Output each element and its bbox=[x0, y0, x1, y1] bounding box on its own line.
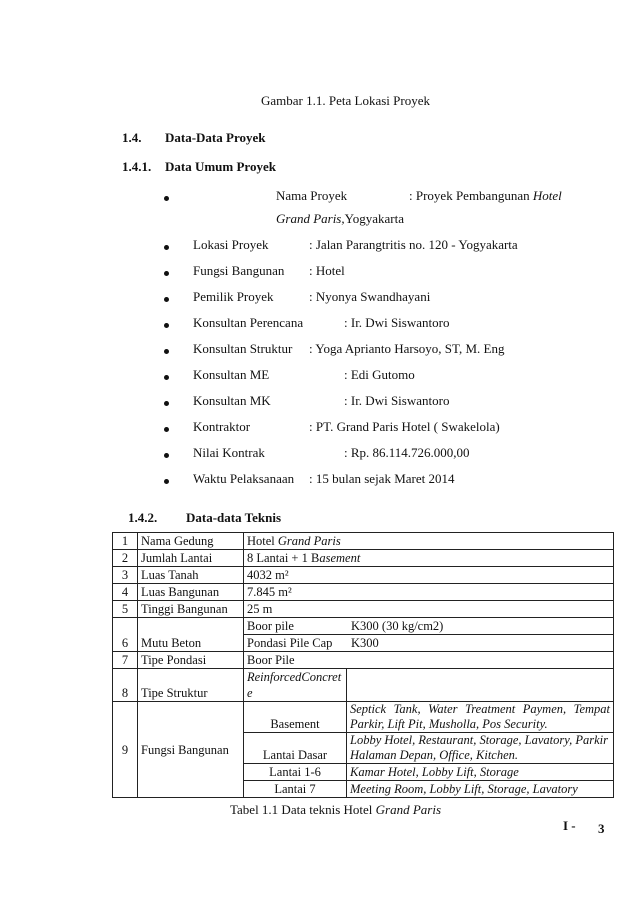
subsection-title: Data-data Teknis bbox=[186, 510, 281, 525]
page-number-prefix: I - bbox=[563, 818, 576, 833]
empty-cell bbox=[347, 669, 614, 702]
concrete-grade-line: Boor pile K300 (30 kg/cm2) bbox=[244, 618, 613, 635]
row-number: 6 bbox=[113, 618, 138, 652]
section-number: 1.4. bbox=[122, 130, 142, 145]
floor-function: Kamar Hotel, Lobby Lift, Storage bbox=[347, 764, 614, 781]
list-item-label: Pemilik Proyek bbox=[193, 289, 274, 304]
table-row bbox=[113, 601, 614, 618]
row-label: Tipe Pondasi bbox=[138, 652, 244, 669]
bullet-icon bbox=[164, 196, 169, 201]
table-row bbox=[113, 669, 614, 702]
row-value: 8 Lantai + 1 Basement bbox=[244, 550, 614, 567]
subsection-title: Data Umum Proyek bbox=[165, 159, 276, 174]
row-number: 4 bbox=[113, 584, 138, 601]
list-item-label: Fungsi Bangunan bbox=[193, 263, 285, 278]
list-item-value: : Yoga Aprianto Harsoyo, ST, M. Eng bbox=[309, 341, 505, 356]
subsection-number: 1.4.2. bbox=[128, 510, 158, 525]
row-number: 9 bbox=[113, 702, 138, 798]
floor-name: Lantai Dasar bbox=[244, 733, 347, 764]
row-value: 4032 m² bbox=[244, 567, 614, 584]
list-item-value: : Nyonya Swandhayani bbox=[309, 289, 431, 304]
list-item-label: Konsultan Perencana bbox=[193, 315, 304, 330]
table-row bbox=[113, 652, 614, 669]
list-item-label: Konsultan ME bbox=[193, 367, 270, 382]
table-caption: Tabel 1.1 Data teknis Hotel Grand Paris bbox=[230, 802, 442, 817]
floor-name: Basement bbox=[244, 702, 347, 733]
bullet-icon bbox=[164, 453, 169, 458]
list-item-label: Lokasi Proyek bbox=[193, 237, 269, 252]
bullet-icon bbox=[164, 349, 169, 354]
list-item-value: : 15 bulan sejak Maret 2014 bbox=[309, 471, 455, 486]
row-label: Nama Gedung bbox=[138, 533, 244, 550]
list-item-value-continued: Grand Paris,Yogyakarta bbox=[276, 211, 404, 226]
table-row bbox=[113, 567, 614, 584]
row-value: Boor Pile bbox=[244, 652, 614, 669]
row-label: Luas Tanah bbox=[138, 567, 244, 584]
row-label: Jumlah Lantai bbox=[138, 550, 244, 567]
list-item-label: Nama Proyek bbox=[276, 188, 348, 203]
row-label: Luas Bangunan bbox=[138, 584, 244, 601]
table-row bbox=[113, 533, 614, 550]
bullet-icon bbox=[164, 375, 169, 380]
row-value: ReinforcedConcret e bbox=[244, 669, 347, 702]
technical-data-table bbox=[112, 532, 614, 798]
list-item-label: Waktu Pelaksanaan bbox=[193, 471, 295, 486]
list-item-value: : Proyek Pembangunan Hotel bbox=[409, 188, 562, 203]
row-value: 7.845 m² bbox=[244, 584, 614, 601]
bullet-icon bbox=[164, 245, 169, 250]
list-item-value: : Jalan Parangtritis no. 120 - Yogyakarta bbox=[309, 237, 518, 252]
table-row bbox=[113, 584, 614, 601]
row-number: 2 bbox=[113, 550, 138, 567]
floor-function: Meeting Room, Lobby Lift, Storage, Lavatory bbox=[347, 781, 614, 798]
list-item-value: : Hotel bbox=[309, 263, 345, 278]
bullet-icon bbox=[164, 427, 169, 432]
list-item-value: : PT. Grand Paris Hotel ( Swakelola) bbox=[309, 419, 500, 434]
floor-function: Lobby Hotel, Restaurant, Storage, Lavatory, Parkir Halaman Depan, Office, Kitchen. bbox=[347, 733, 614, 764]
page-number: 3 bbox=[598, 821, 605, 836]
concrete-grade-line: Pondasi Pile Cap K300 bbox=[247, 636, 379, 650]
list-item-label: Nilai Kontrak bbox=[193, 445, 265, 460]
list-item-value: : Rp. 86.114.726.000,00 bbox=[344, 445, 470, 460]
list-item-label: Konsultan MK bbox=[193, 393, 271, 408]
row-label: Mutu Beton bbox=[138, 618, 244, 652]
section-title: Data-Data Proyek bbox=[165, 130, 266, 145]
floor-function: Septick Tank, Water Treatment Paymen, Tempat Parkir, Lift Pit, Musholla, Pos Security. bbox=[347, 702, 614, 733]
table-row bbox=[113, 550, 614, 567]
bullet-icon bbox=[164, 401, 169, 406]
row-number: 1 bbox=[113, 533, 138, 550]
bullet-icon bbox=[164, 479, 169, 484]
figure-caption: Gambar 1.1. Peta Lokasi Proyek bbox=[261, 93, 430, 108]
subsection-number: 1.4.1. bbox=[122, 159, 152, 174]
floor-name: Lantai 7 bbox=[244, 781, 347, 798]
row-value: Hotel Grand Paris bbox=[244, 533, 614, 550]
row-number: 8 bbox=[113, 669, 138, 702]
bullet-icon bbox=[164, 271, 169, 276]
list-item-label: Kontraktor bbox=[193, 419, 251, 434]
row-value: 25 m bbox=[244, 601, 614, 618]
row-label: Tipe Struktur bbox=[138, 669, 244, 702]
floor-name: Lantai 1-6 bbox=[244, 764, 347, 781]
list-item-value: : Ir. Dwi Siswantoro bbox=[344, 393, 450, 408]
bullet-icon bbox=[164, 323, 169, 328]
row-number: 7 bbox=[113, 652, 138, 669]
row-label: Fungsi Bangunan bbox=[138, 702, 244, 798]
row-value bbox=[244, 618, 614, 652]
list-item-value: : Ir. Dwi Siswantoro bbox=[344, 315, 450, 330]
row-number: 5 bbox=[113, 601, 138, 618]
row-label: Tinggi Bangunan bbox=[138, 601, 244, 618]
list-item-value: : Edi Gutomo bbox=[344, 367, 415, 382]
list-item-label: Konsultan Struktur bbox=[193, 341, 293, 356]
table-row bbox=[113, 618, 614, 652]
table-row bbox=[113, 702, 614, 733]
bullet-icon bbox=[164, 297, 169, 302]
row-number: 3 bbox=[113, 567, 138, 584]
